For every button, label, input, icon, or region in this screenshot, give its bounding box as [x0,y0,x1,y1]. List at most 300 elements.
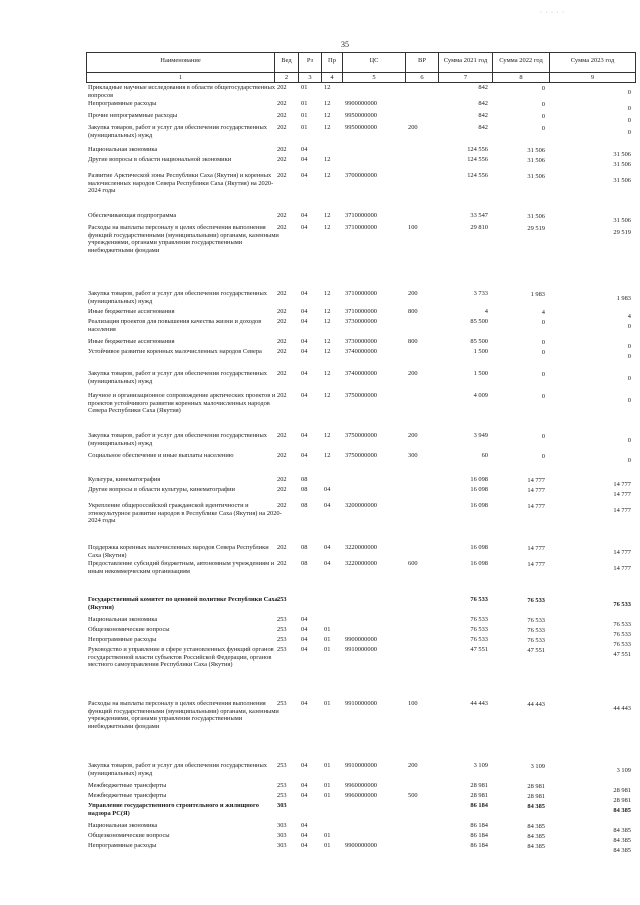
row-cs: 3740000000 [345,348,377,355]
column-header-2: Вед [281,57,292,64]
row-pr: 12 [324,112,331,119]
row-ved: 202 [277,432,287,439]
row-ved: 253 [277,636,287,643]
row-s1: 3 949 [473,432,488,439]
row-s2: 14 777 [527,503,545,510]
row-s3: 76 533 [613,621,631,628]
row-name: Культура, кинематография [88,476,161,483]
header-right-border [635,52,636,82]
column-number-5: 5 [372,74,376,81]
row-s3: 0 [627,105,631,112]
row-rz: 04 [301,762,308,769]
row-name: Закупка товаров, работ и услуг для обеспечения государственных (муниципальных) нужд [88,762,267,777]
row-rz: 08 [301,560,308,567]
row-rz: 04 [301,224,308,231]
row-ved: 202 [277,146,287,153]
row-s3: 0 [627,343,631,350]
row-ved: 303 [277,832,287,839]
row-s1: 86 184 [470,822,488,829]
row-name: Иные бюджетные ассигнования [88,308,175,315]
row-s2: 0 [541,319,545,326]
row-s2: 31 506 [527,213,545,220]
row-rz: 04 [301,172,308,179]
row-s1: 3 733 [473,290,488,297]
row-name: Социальное обеспечение и иные выплаты населению [88,452,234,459]
column-header-6: ВР [418,57,426,64]
row-pr: 01 [324,842,331,849]
row-s2: 31 506 [527,173,545,180]
row-rz: 04 [301,370,308,377]
row-ved: 202 [277,452,287,459]
row-ved: 253 [277,626,287,633]
row-cs: 9910000000 [345,646,377,653]
row-name: Национальная экономика [88,146,158,153]
row-s1: 842 [478,112,488,119]
row-rz: 04 [301,636,308,643]
row-ved: 202 [277,156,287,163]
row-cs: 3750000000 [345,452,377,459]
row-s3: 29 519 [613,229,631,236]
row-rz: 04 [301,338,308,345]
row-rz: 04 [301,842,308,849]
row-pr: 12 [324,224,331,231]
row-cs: 3730000000 [345,338,377,345]
row-s3: 0 [627,129,631,136]
row-s1: 29 810 [470,224,488,231]
row-name: Прикладные научные исследования в области общегосударственных вопросов [88,84,276,99]
row-ved: 253 [277,782,287,789]
row-s1: 47 551 [470,646,488,653]
row-cs: 3710000000 [345,308,377,315]
row-rz: 04 [301,782,308,789]
row-s3: 0 [627,323,631,330]
row-rz: 04 [301,392,308,399]
row-s2: 4 [541,309,545,316]
row-name: Научное и организационное сопровождение арктических проектов и проектов устойчивого развития коренных малочисленных народов Севера Республики Саха (Якутия) [88,392,276,415]
row-name: Расходы на выплаты персоналу в целях обеспечения выполнения функций государственными (муниципальными) органами, казенными учреждениями, органами управления государственными внебюджетными фондами [88,700,279,730]
header-top-border [86,52,636,53]
row-s1: 76 533 [470,636,488,643]
row-ved: 202 [277,392,287,399]
column-number-1: 1 [178,74,183,81]
row-rz: 04 [301,212,308,219]
column-header-5: ЦС [369,57,379,64]
row-s3: 14 777 [613,549,631,556]
row-s2: 0 [541,349,545,356]
row-cs: 3700000000 [345,172,377,179]
row-rz: 01 [301,124,308,131]
header-mid-border [86,72,636,73]
row-s2: 29 519 [527,225,545,232]
row-rz: 04 [301,792,308,799]
row-pr: 12 [324,318,331,325]
row-cs: 9960000000 [345,782,377,789]
row-name: Непрограммные расходы [88,100,157,107]
row-pr: 04 [324,486,331,493]
row-s1: 28 981 [470,782,488,789]
column-header-8: Сумма 2022 год [499,57,543,64]
row-s1: 86 184 [470,842,488,849]
row-rz: 04 [301,318,308,325]
column-number-6: 6 [420,74,424,81]
row-rz: 08 [301,486,308,493]
row-ved: 253 [277,700,287,707]
row-s2: 0 [541,453,545,460]
row-s1: 86 184 [470,832,488,839]
row-s2: 0 [541,125,545,132]
row-ved: 253 [277,616,287,623]
row-s2: 0 [541,393,545,400]
row-s1: 86 184 [470,802,488,809]
row-s1: 76 533 [470,616,488,623]
row-pr: 04 [324,544,331,551]
row-s2: 0 [541,371,545,378]
row-s3: 76 533 [613,631,631,638]
row-ved: 202 [277,84,287,91]
row-s1: 842 [478,124,488,131]
row-vr: 200 [408,370,418,377]
row-s1: 842 [478,100,488,107]
row-s2: 47 551 [527,647,545,654]
row-pr: 12 [324,308,331,315]
row-name: Национальная экономика [88,822,158,829]
row-s1: 842 [478,84,488,91]
row-ved: 303 [277,842,287,849]
row-pr: 12 [324,370,331,377]
row-s2: 1 983 [530,291,545,298]
header-bottom-border [86,82,636,83]
row-ved: 253 [277,596,287,603]
column-number-2: 2 [284,74,289,81]
row-name: Непрограммные расходы [88,842,157,849]
row-name: Другие вопросы в области культуры, кинематографии [88,486,235,493]
row-s2: 0 [541,433,545,440]
row-vr: 300 [408,452,418,459]
row-s3: 0 [627,375,631,382]
row-s2: 76 533 [527,627,545,634]
row-s1: 60 [481,452,488,459]
row-ved: 202 [277,100,287,107]
row-rz: 04 [301,308,308,315]
row-s2: 3 109 [530,763,545,770]
row-pr: 12 [324,432,331,439]
row-pr: 01 [324,762,331,769]
row-s3: 84 385 [613,847,631,854]
row-name: Закупка товаров, работ и услуг для обеспечения государственных (муниципальных) нужд [88,370,267,385]
row-s3: 28 981 [613,787,631,794]
row-s3: 84 385 [613,837,631,844]
row-cs: 9950000000 [345,124,377,131]
row-rz: 04 [301,432,308,439]
row-name: Закупка товаров, работ и услуг для обеспечения государственных (муниципальных) нужд [88,124,267,139]
row-ved: 202 [277,486,287,493]
row-ved: 202 [277,476,287,483]
row-s2: 14 777 [527,561,545,568]
row-cs: 3200000000 [345,502,377,509]
row-s3: 14 777 [613,565,631,572]
row-s1: 33 547 [470,212,488,219]
row-cs: 3730000000 [345,318,377,325]
column-header-1: Наименование [160,57,201,64]
row-pr: 12 [324,84,331,91]
row-s3: 0 [627,117,631,124]
row-cs: 9910000000 [345,762,377,769]
row-cs: 9900000000 [345,100,377,107]
row-ved: 303 [277,802,287,809]
row-s2: 76 533 [527,597,545,604]
row-name: Закупка товаров, работ и услуг для обеспечения государственных (муниципальных) нужд [88,432,267,447]
row-ved: 253 [277,792,287,799]
row-s3: 76 533 [613,641,631,648]
row-ved: 202 [277,338,287,345]
row-vr: 600 [408,560,418,567]
row-cs: 9950000000 [345,112,377,119]
column-header-3: Рз [306,57,314,64]
row-s1: 3 109 [473,762,488,769]
row-s3: 76 533 [613,601,631,608]
row-s1: 16 098 [470,502,488,509]
row-s3: 47 551 [613,651,631,658]
row-s2: 31 506 [527,157,545,164]
column-number-8: 8 [519,74,523,81]
row-pr: 04 [324,560,331,567]
row-ved: 202 [277,224,287,231]
row-ved: 253 [277,646,287,653]
row-vr: 800 [408,338,418,345]
row-name: Укрепление общероссийской гражданской идентичности и этнокультурное развитие народов в Республике Саха (Якутия) на 2020-2024 годы [88,502,282,525]
row-rz: 01 [301,84,308,91]
row-rz: 04 [301,290,308,297]
row-s3: 0 [627,437,631,444]
row-name: Предоставление субсидий бюджетным, автономным учреждениям и иным некоммерческим организациям [88,560,275,575]
row-rz: 08 [301,476,308,483]
row-pr: 12 [324,124,331,131]
column-header-9: Сумма 2023 год [570,57,615,64]
row-rz: 04 [301,348,308,355]
row-vr: 200 [408,290,418,297]
row-ved: 202 [277,370,287,377]
row-pr: 12 [324,290,331,297]
row-cs: 3710000000 [345,290,377,297]
row-s3: 31 506 [613,177,631,184]
row-s3: 14 777 [613,507,631,514]
row-s3: 0 [627,353,631,360]
column-number-3: 3 [308,74,312,81]
row-cs: 3710000000 [345,212,377,219]
row-s2: 44 443 [527,701,545,708]
row-s3: 4 [627,313,631,320]
page-number: 35 [341,40,349,49]
row-rz: 01 [301,112,308,119]
row-s1: 1 500 [473,348,488,355]
row-rz: 04 [301,646,308,653]
row-s3: 31 506 [613,161,631,168]
row-s1: 76 533 [470,626,488,633]
row-rz: 08 [301,544,308,551]
row-s3: 28 981 [613,797,631,804]
row-name: Национальная экономика [88,616,158,623]
row-s2: 0 [541,113,545,120]
row-s3: 0 [627,457,631,464]
row-cs: 9910000000 [345,700,377,707]
row-pr: 12 [324,156,331,163]
column-number-9: 9 [590,74,595,81]
row-s2: 28 981 [527,793,545,800]
row-s1: 4 009 [473,392,488,399]
row-ved: 202 [277,308,287,315]
row-s1: 4 [484,308,488,315]
row-ved: 202 [277,560,287,567]
row-s3: 0 [627,89,631,96]
row-ved: 202 [277,290,287,297]
row-s3: 3 109 [616,767,631,774]
row-ved: 202 [277,124,287,131]
row-s3: 31 506 [613,217,631,224]
row-ved: 202 [277,212,287,219]
row-vr: 100 [408,224,418,231]
row-pr: 01 [324,792,331,799]
row-ved: 202 [277,502,287,509]
column-header-7: Сумма 2021 год [443,57,488,64]
row-s2: 14 777 [527,477,545,484]
row-name: Межбюджетные трансферты [88,792,167,799]
row-ved: 253 [277,762,287,769]
row-cs: 9960000000 [345,792,377,799]
row-name: Другие вопросы в области национальной экономики [88,156,232,163]
row-cs: 9900000000 [345,842,377,849]
row-s2: 76 533 [527,637,545,644]
row-ved: 202 [277,112,287,119]
row-pr: 12 [324,100,331,107]
row-s2: 28 981 [527,783,545,790]
row-s2: 0 [541,85,545,92]
row-s1: 124 556 [467,146,488,153]
row-name: Устойчивое развитие коренных малочисленных народов Севера [88,348,262,355]
row-pr: 01 [324,832,331,839]
row-pr: 01 [324,700,331,707]
row-s1: 28 981 [470,792,488,799]
row-pr: 01 [324,782,331,789]
row-vr: 200 [408,124,418,131]
row-name: Развитие Арктической зоны Республики Саха (Якутия) и коренных малочисленных народов Севера Республики Саха (Якутия) на 2020-2024 годы [88,172,274,195]
row-s1: 16 098 [470,486,488,493]
row-vr: 100 [408,700,418,707]
row-s1: 85 500 [470,338,488,345]
row-pr: 01 [324,636,331,643]
row-name: Государственный комитет по ценовой политике Республики Саха (Якутия) [88,596,278,611]
row-ved: 202 [277,544,287,551]
row-ved: 202 [277,172,287,179]
row-s2: 14 777 [527,487,545,494]
row-rz: 04 [301,626,308,633]
row-pr: 01 [324,626,331,633]
row-rz: 04 [301,822,308,829]
row-vr: 200 [408,762,418,769]
row-name: Закупка товаров, работ и услуг для обеспечения государственных (муниципальных) нужд [88,290,267,305]
row-s1: 124 556 [467,156,488,163]
column-header-4: Пр [328,57,336,64]
row-pr: 01 [324,646,331,653]
row-pr: 12 [324,452,331,459]
row-pr: 12 [324,172,331,179]
row-s3: 31 506 [613,151,631,158]
row-s2: 84 385 [527,833,545,840]
row-name: Руководство и управление в сфере установленных функций органов государственной власти субъектов Российской Федерации, органов местного самоуправления Республики Саха (Якутия) [88,646,274,669]
row-s3: 14 777 [613,491,631,498]
row-s1: 44 443 [470,700,488,707]
row-s2: 84 385 [527,803,545,810]
row-s1: 1 500 [473,370,488,377]
row-pr: 12 [324,212,331,219]
row-s1: 16 098 [470,476,488,483]
row-name: Межбюджетные трансферты [88,782,167,789]
row-rz: 04 [301,156,308,163]
row-s2: 76 533 [527,617,545,624]
row-name: Обеспечивающая подпрограмма [88,212,177,219]
row-vr: 800 [408,308,418,315]
row-rz: 04 [301,452,308,459]
row-s1: 124 556 [467,172,488,179]
row-cs: 3220000000 [345,544,377,551]
row-cs: 3750000000 [345,392,377,399]
column-number-7: 7 [463,74,468,81]
row-s2: 0 [541,101,545,108]
row-name: Непрограммные расходы [88,636,157,643]
row-s2: 14 777 [527,545,545,552]
row-cs: 9900000000 [345,636,377,643]
row-name: Реализация проектов для повышения качества жизни и доходов населения [88,318,262,333]
row-name: Общеэкономические вопросы [88,626,170,633]
row-cs: 3750000000 [345,432,377,439]
row-cs: 3710000000 [345,224,377,231]
row-s3: 44 443 [613,705,631,712]
row-s3: 84 385 [613,827,631,834]
row-name: Прочие непрограммные расходы [88,112,178,119]
row-ved: 303 [277,822,287,829]
row-s1: 76 533 [470,596,488,603]
row-s2: 0 [541,339,545,346]
row-vr: 500 [408,792,418,799]
row-s1: 85 500 [470,318,488,325]
row-s2: 84 385 [527,823,545,830]
row-name: Поддержка коренных малочисленных народов Севера Республики Саха (Якутия) [88,544,269,559]
row-ved: 202 [277,348,287,355]
row-cs: 3220000000 [345,560,377,567]
row-s2: 31 506 [527,147,545,154]
row-rz: 08 [301,502,308,509]
row-pr: 12 [324,338,331,345]
row-s3: 14 777 [613,481,631,488]
row-s2: 84 385 [527,843,545,850]
row-ved: 202 [277,318,287,325]
column-number-4: 4 [330,74,334,81]
row-rz: 04 [301,146,308,153]
row-rz: 01 [301,100,308,107]
row-rz: 04 [301,616,308,623]
row-pr: 04 [324,502,331,509]
row-rz: 04 [301,700,308,707]
row-s3: 0 [627,397,631,404]
row-s3: 1 983 [616,295,631,302]
row-vr: 200 [408,432,418,439]
row-name: Общеэкономические вопросы [88,832,170,839]
row-cs: 3740000000 [345,370,377,377]
row-s1: 16 098 [470,544,488,551]
row-name: Расходы на выплаты персоналу в целях обеспечения выполнения функций государственными (муниципальными) органами, казенными учреждениями, органами управления государственными внебюджетными фондами [88,224,279,254]
row-s1: 16 098 [470,560,488,567]
row-name: Управление государственного строительного и жилищного надзора РС(Я) [88,802,259,817]
row-pr: 12 [324,392,331,399]
